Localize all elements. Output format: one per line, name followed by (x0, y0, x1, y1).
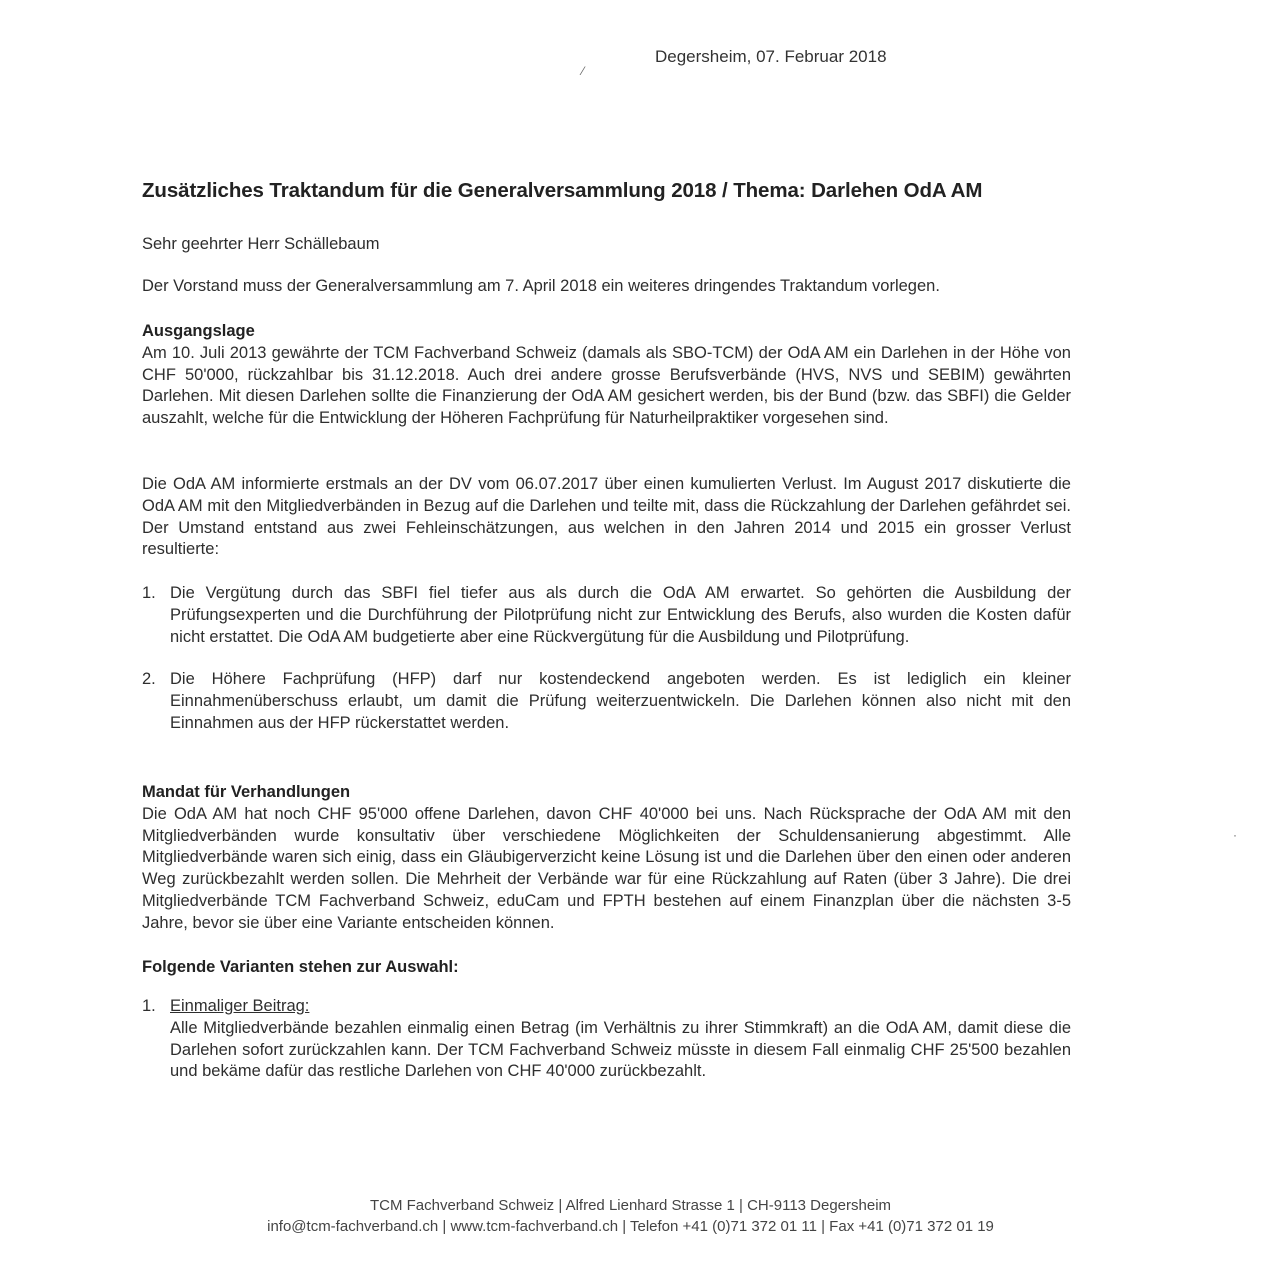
reasons-list (142, 583, 1071, 735)
letter-title: Zusätzliches Traktandum für die Generalversammlung 2018 / Thema: Darlehen OdA AM (142, 179, 983, 202)
salutation: Sehr geehrter Herr Schällebaum (142, 235, 380, 253)
list-item (142, 996, 1071, 1083)
paragraph-verlust: Die OdA AM informierte erstmals an der DV vom 06.07.2017 über einen kumulierten Verlust. Im August 2017 diskutierte die OdA AM mit den Mitgliedverbänden in Bezug auf die Darlehen und teilte mit, dass die Rückzahlung der Darlehen gefährdet sei. Der Umstand entstand aus zwei Fehleinschätzungen, aus welchen in den Jahren 2014 und 2015 ein grosser Verlust resultierte: (142, 475, 1071, 559)
variant-text: Alle Mitgliedverbände bezahlen einmalig einen Betrag (im Verhältnis zu ihrer Stimmkraft) an die OdA AM, damit diese die Darlehen sofort zurückzahlen kann. Der TCM Fachverband Schweiz müsste in diesem Fall einmalig CHF 25'500 bezahlen und bekäme dafür das restliche Darlehen von CHF 40'000 zurückbezahlt. (170, 1018, 1071, 1081)
list-item (142, 669, 1071, 734)
list-number: 1. (142, 997, 156, 1015)
scan-mark: · (1233, 828, 1237, 842)
section-text: Am 10. Juli 2013 gewährte der TCM Fachverband Schweiz (damals als SBO-TCM) der OdA AM ein Darlehen in der Höhe von CHF 50'000, rückzahlbar bis 31.12.2018. Auch drei andere grosse Berufsverbände (HVS, NVS und SEBIM) gewährten Darlehen. Mit diesen Darlehen sollte die Finanzierung der OdA AM gesichert werden, bis der Bund (bzw. das SBFI) die Gelder auszahlt, welche für die Entwicklung der Höheren Fachprüfung für Naturheilpraktiker vorgesehen sind. (142, 343, 1071, 428)
date-line: Degersheim, 07. Februar 2018 (655, 47, 887, 66)
variants-heading: Folgende Varianten stehen zur Auswahl: (142, 958, 459, 976)
footer-contact: info@tcm-fachverband.ch | www.tcm-fachverband.ch | Telefon +41 (0)71 372 01 11 | Fax +41 (0)71 372 01 19 (267, 1218, 994, 1235)
variant-body (170, 996, 1071, 1083)
variants-list (142, 996, 1071, 1083)
section-heading: Ausgangslage (142, 322, 255, 340)
section-mandat (142, 782, 1071, 935)
section-heading: Mandat für Verhandlungen (142, 783, 351, 801)
list-text: Die Höhere Fachprüfung (HFP) darf nur kostendeckend angeboten werden. Es ist lediglich ein kleiner Einnahmenüberschuss erlaubt, um damit die Prüfung weiterzuentwickeln. Die Darlehen können also nicht mit den Einnahmen aus der HFP rückerstattet werden. (170, 670, 1071, 732)
list-item (142, 583, 1071, 648)
list-number: 1. (142, 584, 156, 602)
scan-mark: ⁄ (582, 64, 585, 78)
section-ausgangslage (142, 321, 1071, 430)
section-text: Die OdA AM hat noch CHF 95'000 offene Darlehen, davon CHF 40'000 bei uns. Nach Rücksprache der OdA AM mit den Mitgliedverbänden wurde konsultativ über verschiedene Möglichkeiten der Schuldensanierung abgestimmt. Alle Mitgliedverbände waren sich einig, dass ein Gläubigerverzicht keine Lösung ist und die Darlehen über den einen oder anderen Weg zurückbezahlt werden sollen. Die Mehrheit der Verbände war für eine Rückzahlung auf Raten (über 3 Jahre). Die drei Mitgliedverbände TCM Fachverband Schweiz, eduCam und FPTH bestehen auf einem Finanzplan über die nächsten 3-5 Jahre, bevor sie über eine Variante entscheiden können. (142, 804, 1071, 932)
intro-paragraph: Der Vorstand muss der Generalversammlung am 7. April 2018 ein weiteres dringendes Traktandum vorlegen. (142, 277, 940, 295)
footer-address: TCM Fachverband Schweiz | Alfred Lienhard Strasse 1 | CH-9113 Degersheim (369, 1197, 892, 1214)
variant-title: Einmaliger Beitrag: (170, 997, 310, 1015)
list-text: Die Vergütung durch das SBFI fiel tiefer aus als durch die OdA AM erwartet. So gehörten die Ausbildung der Prüfungsexperten und die Durchführung der Pilotprüfung nicht zur Entwicklung des Berufs, also wurden die Kosten dafür nicht erstattet. Die OdA AM budgetierte aber eine Rückvergütung für die Ausbildung und Pilotprüfung. (170, 584, 1071, 646)
list-number: 2. (142, 670, 156, 689)
